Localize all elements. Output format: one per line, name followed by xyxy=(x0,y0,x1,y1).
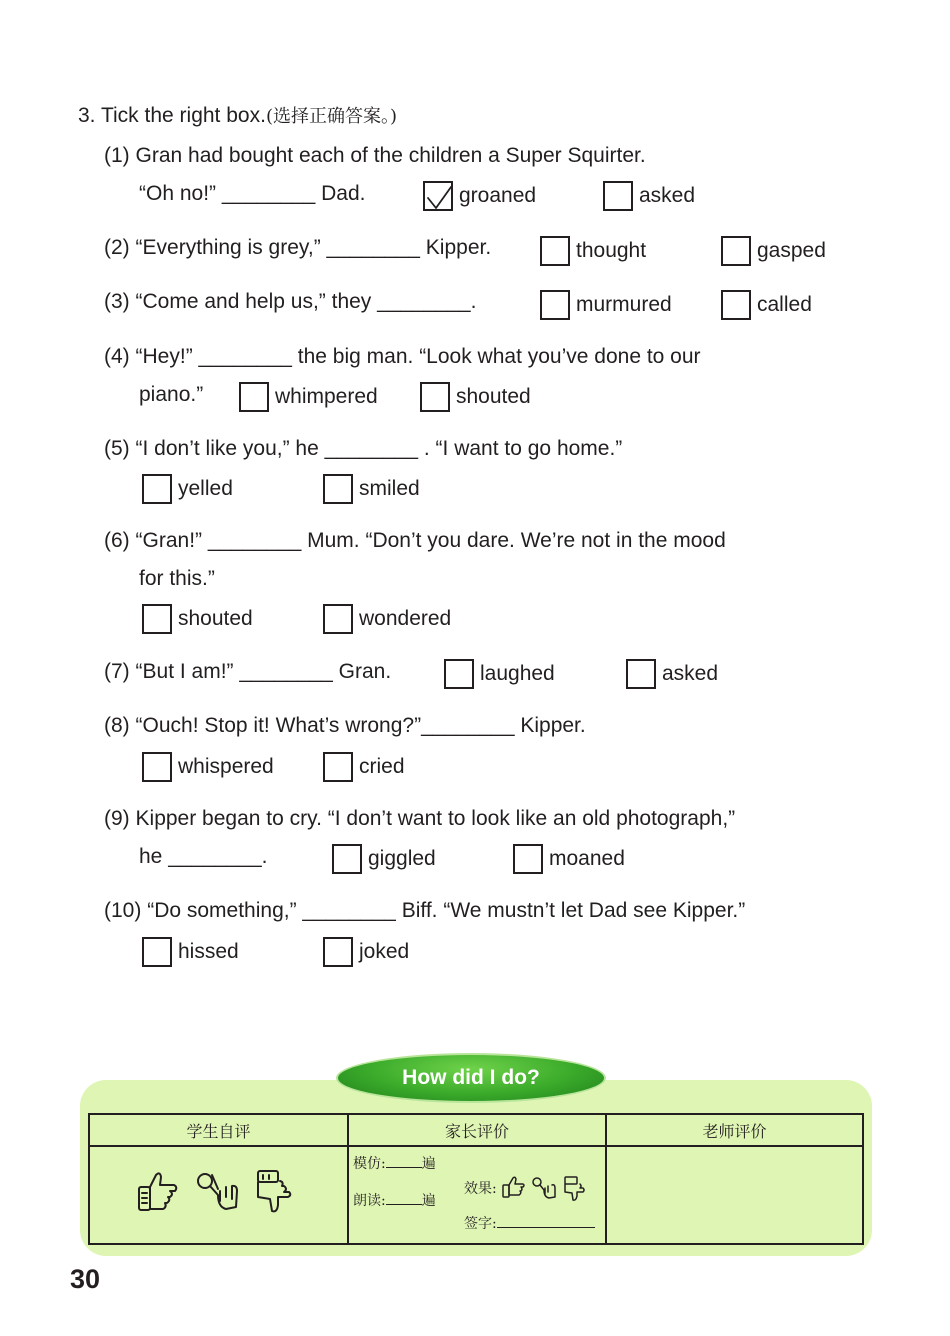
question-text: he ________. xyxy=(139,845,268,868)
answer-checkbox[interactable] xyxy=(444,659,474,689)
question-4-line xyxy=(104,345,701,369)
question-number: (7) xyxy=(104,660,130,683)
question-text: “Come and help us,” they ________. xyxy=(135,290,477,313)
answer-option[interactable] xyxy=(423,180,536,212)
question-text: “I don’t like you,” he ________ . “I want to go home.” xyxy=(135,437,623,460)
answer-option[interactable] xyxy=(142,603,253,635)
answer-checkbox[interactable] xyxy=(721,290,751,320)
effect-label: 效果: xyxy=(464,1181,497,1197)
answer-option[interactable] xyxy=(239,381,378,413)
question-number: (6) xyxy=(104,529,130,552)
question-text: “Gran!” ________ Mum. “Don’t you dare. We’re not in the mood xyxy=(135,529,726,552)
thumbs-up-icon[interactable] xyxy=(134,1167,186,1215)
page-number: 30 xyxy=(70,1264,101,1294)
answer-option[interactable] xyxy=(721,289,812,321)
question-number: (8) xyxy=(104,714,130,737)
answer-checkbox[interactable] xyxy=(420,382,450,412)
option-label: called xyxy=(757,293,812,316)
answer-checkbox[interactable] xyxy=(721,236,751,266)
answer-checkbox[interactable] xyxy=(626,659,656,689)
answer-option[interactable] xyxy=(420,381,531,413)
answer-option[interactable] xyxy=(323,603,451,635)
imitate-blank[interactable] xyxy=(386,1167,422,1168)
option-label: gasped xyxy=(757,239,826,262)
option-label: asked xyxy=(639,184,696,207)
answer-checkbox[interactable] xyxy=(142,752,172,782)
question-7-line xyxy=(104,660,391,684)
option-label: yelled xyxy=(178,477,233,500)
ok-hand-icon[interactable] xyxy=(192,1167,244,1215)
question-text: Kipper began to cry. “I don’t want to look like an old photograph,” xyxy=(135,807,736,830)
answer-option[interactable] xyxy=(444,658,555,690)
answer-option[interactable] xyxy=(142,751,274,783)
table-divider xyxy=(90,1145,862,1147)
answer-option[interactable] xyxy=(603,180,695,212)
option-label: shouted xyxy=(178,607,253,630)
option-label: moaned xyxy=(549,847,625,870)
question-text: “But I am!” ________ Gran. xyxy=(135,660,392,683)
question-6-line xyxy=(104,529,726,553)
question-number: (3) xyxy=(104,290,130,313)
option-label: joked xyxy=(359,940,410,963)
read-label: 朗读: xyxy=(353,1193,386,1209)
question-2-line xyxy=(104,236,491,260)
imitate-row xyxy=(353,1153,436,1173)
read-blank[interactable] xyxy=(386,1204,422,1205)
option-label: murmured xyxy=(576,293,672,316)
question-number: (2) xyxy=(104,236,130,259)
question-1-line xyxy=(139,182,366,206)
question-text: “Ouch! Stop it! What’s wrong?”________ Kipper. xyxy=(135,714,586,737)
option-label: wondered xyxy=(359,607,452,630)
question-9-line xyxy=(104,807,735,831)
read-row xyxy=(353,1190,436,1210)
option-label: giggled xyxy=(368,847,436,870)
self-rating-icons xyxy=(134,1167,302,1215)
answer-option[interactable] xyxy=(332,843,436,875)
answer-checkbox[interactable] xyxy=(540,290,570,320)
option-label: cried xyxy=(359,755,405,778)
answer-option[interactable] xyxy=(142,473,233,505)
option-label: whimpered xyxy=(275,385,378,408)
question-3-line xyxy=(104,290,476,314)
answer-option[interactable] xyxy=(323,936,409,968)
imitate-unit: 遍 xyxy=(421,1156,436,1172)
option-label: shouted xyxy=(456,385,531,408)
question-number: (10) xyxy=(104,899,142,922)
answer-checkbox[interactable] xyxy=(323,474,353,504)
answer-option[interactable] xyxy=(721,235,826,267)
question-number: (9) xyxy=(104,807,130,830)
answer-checkbox[interactable] xyxy=(603,181,633,211)
question-text: “Oh no!” ________ Dad. xyxy=(139,182,366,205)
question-9-line xyxy=(139,845,267,869)
evaluation-table xyxy=(88,1113,864,1245)
answer-checkbox[interactable] xyxy=(332,844,362,874)
question-text: “Hey!” ________ the big man. “Look what you’ve done to our xyxy=(135,345,701,368)
answer-checkbox[interactable] xyxy=(239,382,269,412)
answer-checkbox[interactable] xyxy=(142,937,172,967)
effect-rating-icons[interactable] xyxy=(501,1174,589,1202)
question-number: (4) xyxy=(104,345,130,368)
answer-option[interactable] xyxy=(540,235,646,267)
option-label: asked xyxy=(662,662,719,685)
answer-option[interactable] xyxy=(513,843,625,875)
answer-checkbox[interactable] xyxy=(323,937,353,967)
option-label: laughed xyxy=(480,662,555,685)
title-text: 3. Tick the right box. xyxy=(78,104,266,127)
question-text: “Everything is grey,” ________ Kipper. xyxy=(135,236,492,259)
column-header-parent: 家长评价 xyxy=(444,1121,509,1141)
option-label: thought xyxy=(576,239,647,262)
sign-row xyxy=(464,1213,595,1233)
answer-checkbox[interactable] xyxy=(423,181,453,211)
question-1-line xyxy=(104,144,646,168)
question-8-line xyxy=(104,714,586,738)
checkmark-icon xyxy=(425,183,453,211)
question-text: piano.” xyxy=(139,383,204,406)
question-text: “Do something,” ________ Biff. “We mustn’t let Dad see Kipper.” xyxy=(147,899,746,922)
imitate-label: 模仿: xyxy=(353,1156,386,1172)
answer-checkbox[interactable] xyxy=(142,474,172,504)
answer-option[interactable] xyxy=(540,289,672,321)
column-header-self: 学生自评 xyxy=(186,1121,251,1141)
sign-label: 签字: xyxy=(464,1216,497,1232)
option-label: whispered xyxy=(178,755,274,778)
answer-checkbox[interactable] xyxy=(323,752,353,782)
question-10-line xyxy=(104,899,745,923)
answer-option[interactable] xyxy=(323,473,420,505)
question-number: (5) xyxy=(104,437,130,460)
answer-option[interactable] xyxy=(323,751,405,783)
question-6-line xyxy=(139,567,215,591)
title-cn: (选择正确答案。) xyxy=(265,106,397,127)
option-label: hissed xyxy=(178,940,239,963)
question-text: Gran had bought each of the children a Super Squirter. xyxy=(135,144,646,167)
sign-blank[interactable] xyxy=(497,1227,595,1228)
answer-option[interactable] xyxy=(142,936,239,968)
evaluation-heading: How did I do? xyxy=(336,1053,606,1103)
option-label: smiled xyxy=(359,477,420,500)
answer-checkbox[interactable] xyxy=(540,236,570,266)
answer-checkbox[interactable] xyxy=(323,604,353,634)
answer-checkbox[interactable] xyxy=(142,604,172,634)
question-5-line xyxy=(104,437,622,461)
answer-checkbox[interactable] xyxy=(513,844,543,874)
answer-option[interactable] xyxy=(626,658,718,690)
column-header-teacher: 老师评价 xyxy=(702,1121,767,1141)
question-number: (1) xyxy=(104,144,130,167)
exercise-title xyxy=(78,102,397,128)
question-4-line xyxy=(139,383,203,407)
option-label: groaned xyxy=(459,184,537,207)
question-text: for this.” xyxy=(139,567,215,590)
read-unit: 遍 xyxy=(421,1193,436,1209)
effect-row xyxy=(464,1174,589,1202)
thumbs-down-icon[interactable] xyxy=(250,1167,302,1215)
